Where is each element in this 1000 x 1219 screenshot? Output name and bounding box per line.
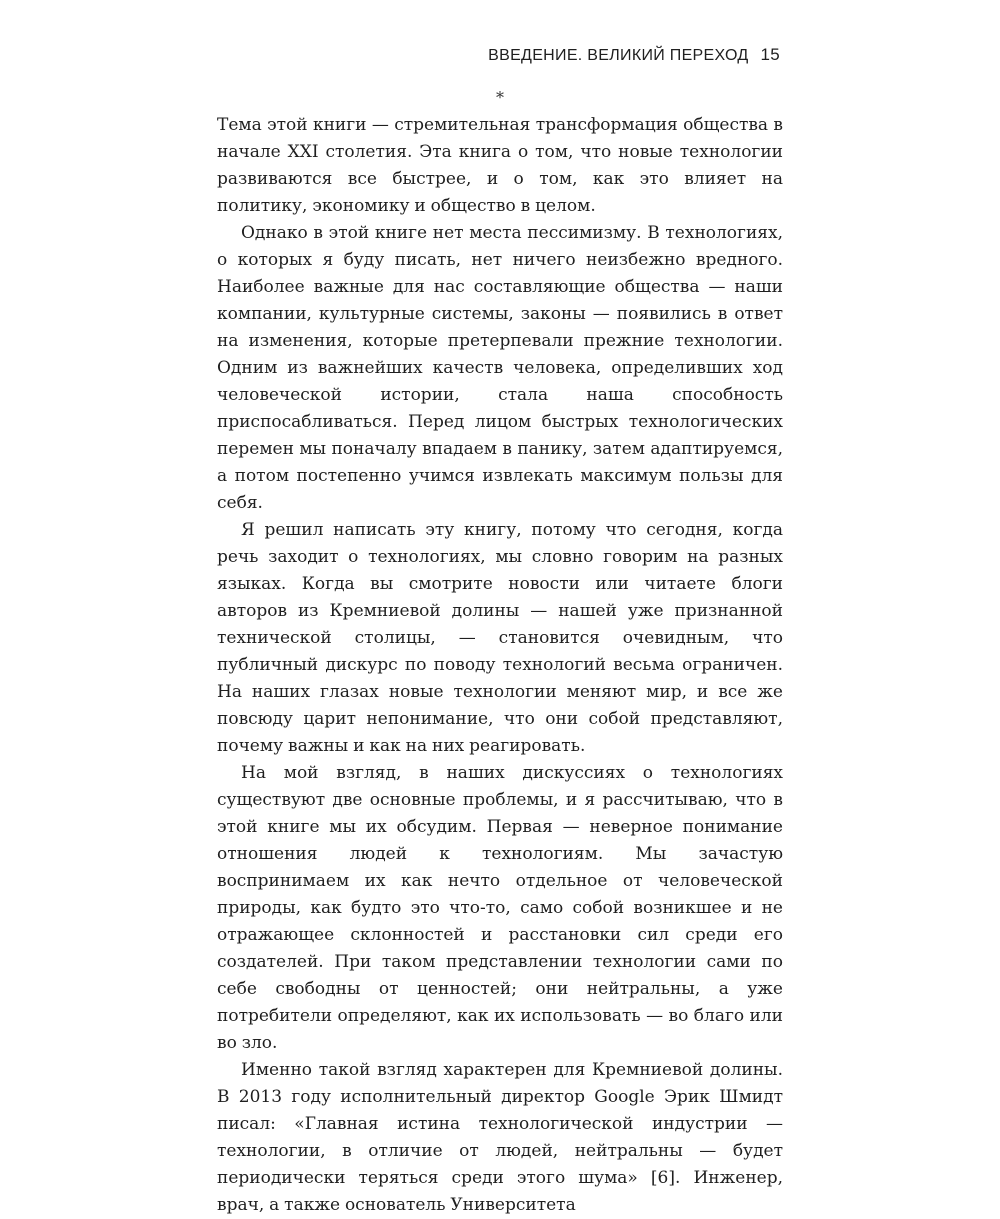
paragraph: Именно такой взгляд характерен для Кремниевой долины. В 2013 году исполнительный директор Google Эрик Шмидт писал: «Главная истина технологической индустрии — технологии, в отличие от людей, нейтральны — будет периодически теряться среди этого шума» [6]. Инженер, врач, а также основатель Университета — [217, 1060, 783, 1215]
paragraph: Я решил написать эту книгу, потому что сегодня, когда речь заходит о технологиях, мы словно говорим на разных языках. Когда вы смотрите новости или читаете блоги авторов из Кремниевой долины — нашей уже признанной технической столицы, — становится очевидным, что публичный дискурс по поводу технологий весьма ограничен. На наших глазах новые технологии меняют мир, и все же повсюду царит непонимание, что они собой представляют, почему важны и как на них реагировать. — [217, 520, 783, 756]
running-header — [488, 45, 780, 65]
page-number: 15 — [760, 45, 780, 64]
running-title: ВВЕДЕНИЕ. ВЕЛИКИЙ ПЕРЕХОД — [488, 47, 749, 64]
paragraph: На мой взгляд, в наших дискуссиях о технологиях существуют две основные проблемы, и я рассчитываю, что в этой книге мы их обсудим. Первая — неверное понимание отношения людей к технологиям. Мы зачастую воспринимаем их как нечто отдельное от человеческой природы, как будто это что-то, само собой возникшее и не отражающее склонностей и расстановки сил среди его создателей. При таком представлении технологии сами по себе свободны от ценностей; они нейтральны, а уже потребители определяют, как их использовать — во благо или во зло. — [217, 763, 783, 1053]
section-separator: * — [496, 88, 504, 107]
body-text — [217, 112, 783, 1219]
paragraph: Однако в этой книге нет места пессимизму. В технологиях, о которых я буду писать, нет ничего неизбежно вредного. Наиболее важные для нас составляющие общества — наши компании, культурные системы, законы — появились в ответ на изменения, которые претерпевали прежние технологии. Одним из важнейших качеств человека, определивших ход человеческой истории, стала наша способность приспосабливаться. Перед лицом быстрых технологических перемен мы поначалу впадаем в панику, затем адаптируемся, а потом постепенно учимся извлекать максимум пользы для себя. — [217, 223, 783, 513]
paragraph: Тема этой книги — стремительная трансформация общества в начале XXI столетия. Эта книга о том, что новые технологии развиваются все быстрее, и о том, как это влияет на политику, экономику и общество в целом. — [217, 115, 783, 216]
